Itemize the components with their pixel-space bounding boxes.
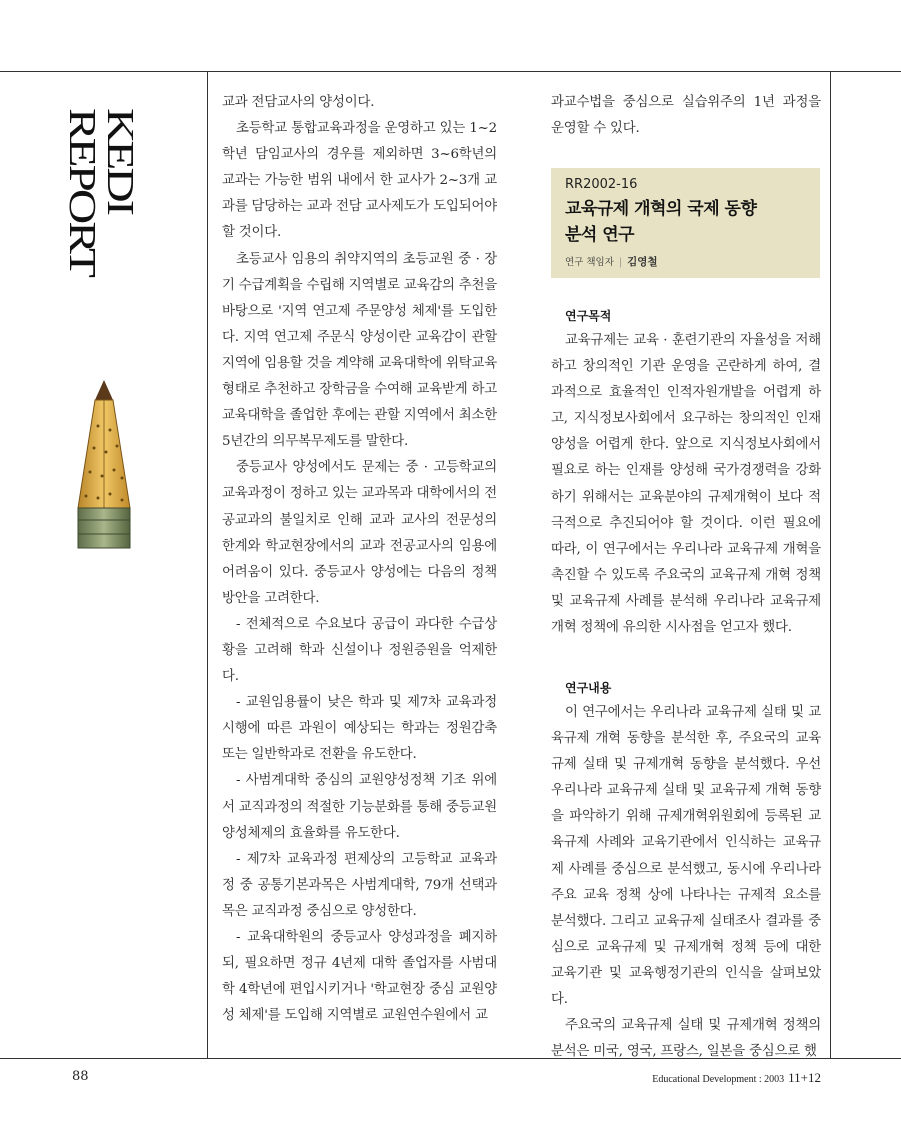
paragraph: 교육규제는 교육 · 훈련기관의 자율성을 저해하고 창의적인 기관 운영을 곤란하게 하여, 결과적으로 효율적인 인적자원개발을 어렵게 하고, 지식정보사회에서 요구하는 창의적인 인재 양성을 어렵게 한다. 앞으로 지식정보사회에서 필요로 하는 인재를 양성해 국가경쟁력을 강화하기 위해서는 교육분야의 규제개혁이 보다 적극적으로 추진되어야 할 것이다. 이런 필요에 따라, 이 연구에서는 우리나라 교육규제 개혁을 촉진할 수 있도록 주요국의 교육규제 개혁 정책 및 교육규제 사례를 분석해 우리나라 교육규제 개혁 정책에 유의한 시사점을 얻고자 했다. xyxy=(551,333,821,636)
report-title xyxy=(565,196,806,248)
separator: | xyxy=(618,257,623,268)
list-item: - 제7차 교육과정 편제상의 고등학교 교육과정 중 공통기본과목은 사범계대학, 79개 선택과목은 교직과정 중심으로 양성한다. xyxy=(222,851,497,919)
page-number: 88 xyxy=(72,1069,89,1084)
paragraph: 중등교사 양성에서도 문제는 중 · 고등학교의 교육과정이 정하고 있는 교과목과 대학에서의 전공교과의 불일치로 인해 교과 교사의 전문성의 한계와 학교현장에서의 교과 전공교사의 임용에 어려움이 있다. 중등교사 양성에는 다음의 정책 방안을 고려한다. xyxy=(222,460,497,606)
paragraph: 교과 전담교사의 양성이다. xyxy=(222,95,375,110)
list-item: - 교육대학원의 중등교사 양성과정을 폐지하되, 필요하면 정규 4년제 대학 졸업자를 사범대학 4학년에 편입시키거나 '학교현장 중심 교원양성 체제'를 도입해 지역별로 교원연수원에서 교 xyxy=(222,930,497,1024)
paragraph: 주요국의 교육규제 실태 및 규제개혁 정책의 분석은 미국, 영국, 프랑스, 일본을 중심으로 했 xyxy=(551,1018,821,1060)
text-column-right-intro xyxy=(551,90,821,142)
paragraph: 초등학교 통합교육과정을 운영하고 있는 1~2학년 담임교사의 경우를 제외하면 3~6학년의 교과는 가능한 범위 내에서 한 교사가 2~3개 교과를 담당하는 교과 전담 교사제도가 도입되어야 할 것이다. xyxy=(222,121,497,241)
text-column-left xyxy=(222,90,497,1050)
author-name: 김영철 xyxy=(627,256,658,268)
sidebar-title xyxy=(61,108,143,368)
report-info-box xyxy=(551,168,820,278)
paragraph: 과교수법을 중심으로 실습위주의 1년 과정을 운영할 수 있다. xyxy=(551,95,821,137)
report-title-line: 교육규제 개혁의 국제 동향 xyxy=(565,199,757,219)
journal-name: Educational Development : 2003 xyxy=(652,1074,785,1085)
list-item: - 사범계대학 중심의 교원양성정책 기조 위에서 교직과정의 적절한 기능분화를 통해 중등교원 양성체제의 효율화를 유도한다. xyxy=(222,773,497,841)
report-code: RR2002-16 xyxy=(565,177,638,192)
pencil-nib-icon xyxy=(72,378,136,550)
sidebar-title-text: KEDI REPORT xyxy=(61,108,143,275)
right-margin-rule xyxy=(830,71,831,1059)
issue-number: 11+12 xyxy=(788,1070,821,1085)
report-author xyxy=(565,254,806,269)
report-title-line: 분석 연구 xyxy=(565,225,635,245)
list-item: - 전체적으로 수요보다 공급이 과다한 수급상황을 고려해 학과 신설이나 정원증원을 억제한다. xyxy=(222,616,497,685)
author-label: 연구 책임자 xyxy=(565,257,614,268)
section-heading-purpose: 연구목적 xyxy=(565,309,612,323)
top-rule xyxy=(0,71,901,72)
paragraph: 초등교사 임용의 취약지역의 초등교원 중 · 장기 수급계획을 수립해 지역별로 교육감의 추천을 바탕으로 '지역 연고제 주문양성 체제'를 도입한다. 지역 연고제 주문식 양성이란 교육감이 관할 지역에 임용할 것을 계약해 교육대학에 위탁교육 형태로 추천하고 장학금을 수여해 교육받게 하고 교육대학을 졸업한 후에는 관할 지역에서 최소한 5년간의 의무복무제도를 말한다. xyxy=(222,251,497,450)
text-column-right-purpose xyxy=(551,328,821,641)
section-heading-content: 연구내용 xyxy=(565,681,612,695)
paragraph: 이 연구에서는 우리나라 교육규제 실태 및 교육규제 개혁 동향을 분석한 후, 주요국의 교육규제 실태 및 규제개혁 동향을 분석했다. 우선 우리나라 교육규제 실태 및 교육규제 개혁 동향을 파악하기 위해 규제개혁위원회에 등록된 교육규제 사례와 교육기관에서 인식하는 교육규제 사례를 중심으로 분석했고, 동시에 우리나라 주요 교육 정책 상에 나타나는 규제적 요소를 분석했다. 그리고 교육규제 실태조사 결과를 중심으로 교육규제 및 규제개혁 정책 등에 대한 교육기관 및 교육행정기관의 인식을 살펴보았다. xyxy=(551,705,821,1008)
footer-journal xyxy=(652,1070,821,1086)
left-column-rule xyxy=(207,71,208,1059)
list-item: - 교원임용률이 낮은 학과 및 제7차 교육과정 시행에 따른 과원이 예상되는 학과는 정원감축 또는 일반학과로 전환을 유도한다. xyxy=(222,695,497,763)
text-column-right-content xyxy=(551,700,821,1065)
